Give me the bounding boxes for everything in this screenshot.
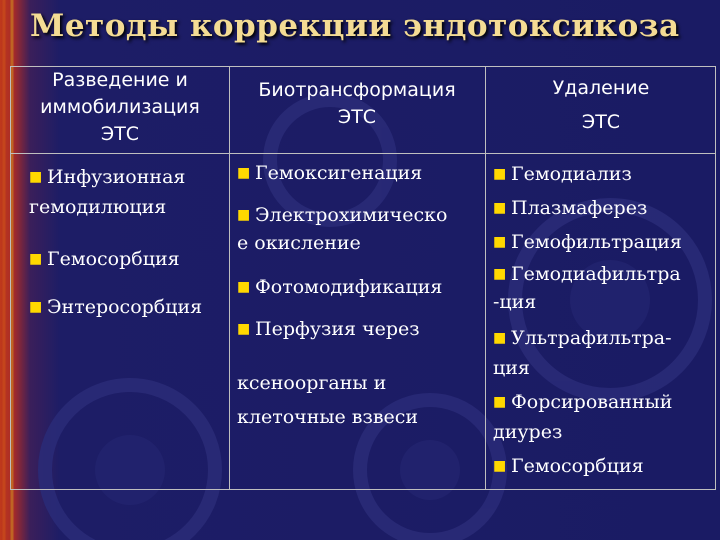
list-item-continuation: диурез [493, 421, 563, 443]
square-bullet-icon: ■ [29, 169, 43, 185]
header-line: Разведение и [52, 69, 188, 91]
list-item: ■ Ультрафильтра- [493, 323, 672, 356]
header-line: иммобилизация [40, 96, 200, 118]
list-item: ■ Инфузионная [29, 163, 185, 194]
list-item: ■ Гемофильтрация [493, 227, 682, 260]
list-item: ■ Плазмаферез [493, 193, 647, 226]
list-item: ■ Гемосорбция [493, 451, 644, 484]
square-bullet-icon: ■ [493, 234, 507, 250]
header-line: ЭТС [100, 123, 140, 145]
list-item-continuation: ция [493, 357, 530, 379]
square-bullet-icon: ■ [237, 321, 251, 337]
list-item-continuation: е окисление [237, 232, 361, 254]
square-bullet-icon: ■ [29, 299, 43, 315]
list-item: ■ Гемоксигенация [237, 159, 422, 190]
list-item: ■ Гемосорбция [29, 245, 180, 276]
header-line: Удаление [552, 77, 650, 99]
square-bullet-icon: ■ [493, 266, 507, 282]
methods-table [10, 66, 716, 490]
header-divider [11, 153, 715, 154]
list-item-continuation: гемодилюция [29, 196, 167, 218]
square-bullet-icon: ■ [29, 251, 43, 267]
list-item: ■ Гемодиализ [493, 159, 632, 192]
square-bullet-icon: ■ [237, 279, 251, 295]
list-item: ■ Фотомодификация [237, 273, 442, 304]
column-header-removal [485, 71, 717, 139]
list-item-plain: ксеноорганы и [237, 372, 387, 394]
header-line: ЭТС [337, 106, 377, 128]
header-line: Биотрансформация [258, 79, 456, 101]
list-item: ■ Электрохимическо [237, 201, 447, 232]
list-item: ■ Форсированный [493, 387, 672, 420]
square-bullet-icon: ■ [237, 207, 251, 223]
slide-title: Методы коррекции эндотоксикоза [30, 8, 680, 44]
list-item-plain: клеточные взвеси [237, 406, 419, 428]
header-line: ЭТС [581, 111, 621, 133]
list-item: ■ Перфузия через [237, 315, 420, 346]
list-item-continuation: -ция [493, 291, 537, 313]
column-header-biotransformation [229, 77, 485, 131]
square-bullet-icon: ■ [237, 165, 251, 181]
square-bullet-icon: ■ [493, 200, 507, 216]
list-item: ■ Энтеросорбция [29, 293, 202, 324]
square-bullet-icon: ■ [493, 166, 507, 182]
square-bullet-icon: ■ [493, 330, 507, 346]
square-bullet-icon: ■ [493, 458, 507, 474]
list-item: ■ Гемодиафильтра [493, 259, 681, 292]
column-header-dilution [11, 67, 229, 148]
square-bullet-icon: ■ [493, 394, 507, 410]
